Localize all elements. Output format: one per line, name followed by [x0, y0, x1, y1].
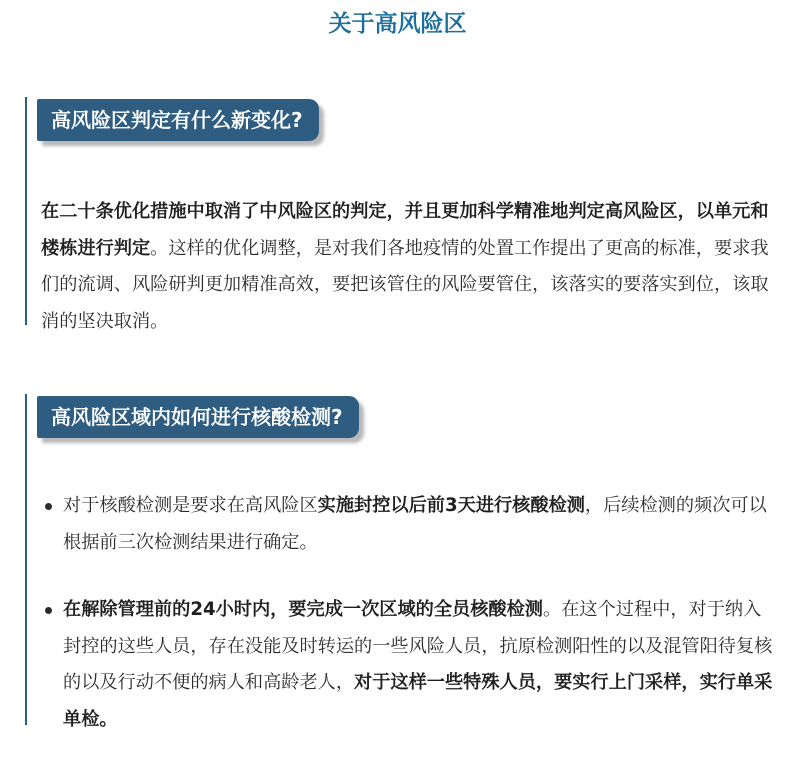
page-title: 关于高风险区: [328, 11, 467, 37]
bullet-dot-icon: [45, 607, 52, 614]
section-high-risk-criteria: [25, 97, 779, 332]
list-item-bold-text: 对于这样一些特殊人员，要实行上门采样，实行单采单检。: [63, 672, 773, 730]
section-heading: 高风险区域内如何进行核酸检测?: [37, 396, 359, 438]
bullet-list: [41, 592, 777, 738]
section-nucleic-acid-testing: [25, 394, 779, 730]
paragraph-text: 。这样的优化调整，是对我们各地疫情的处置工作提出了更高的标准，要求我们的流调、风险研判更加精准高效，要把该管住的风险要管住，该落实的要落实到位，该取消的坚决取消。: [41, 237, 769, 332]
list-item-text: 对于核酸检测是要求在高风险区: [63, 495, 318, 516]
section-paragraph: [41, 194, 777, 340]
bold-lead-text: 在二十条优化措施中取消了中风险区的判定，并且更加科学精准地判定高风险区，以单元和楼栋进行判定: [41, 201, 769, 259]
list-item: [41, 488, 777, 561]
list-item-text: 。在这个过程中，对于纳入封控的这些人员，存在没能及时转运的一些风险人员，抗原检测阳性的以及混管阳待复核的以及行动不便的病人和高龄老人，: [63, 599, 773, 693]
bullet-dot-icon: [45, 503, 52, 510]
section-heading: 高风险区判定有什么新变化?: [37, 99, 319, 141]
bullet-list: [41, 488, 777, 561]
list-item-text: ，后续检测的频次可以根据前三次检测结果进行确定。: [63, 495, 767, 553]
list-item-bold-text: 在解除管理前的24小时内，要完成一次区域的全员核酸检测: [63, 599, 543, 620]
list-item-bold-text: 实施封控以后前3天进行核酸检测: [317, 495, 585, 516]
list-item: [41, 592, 777, 738]
